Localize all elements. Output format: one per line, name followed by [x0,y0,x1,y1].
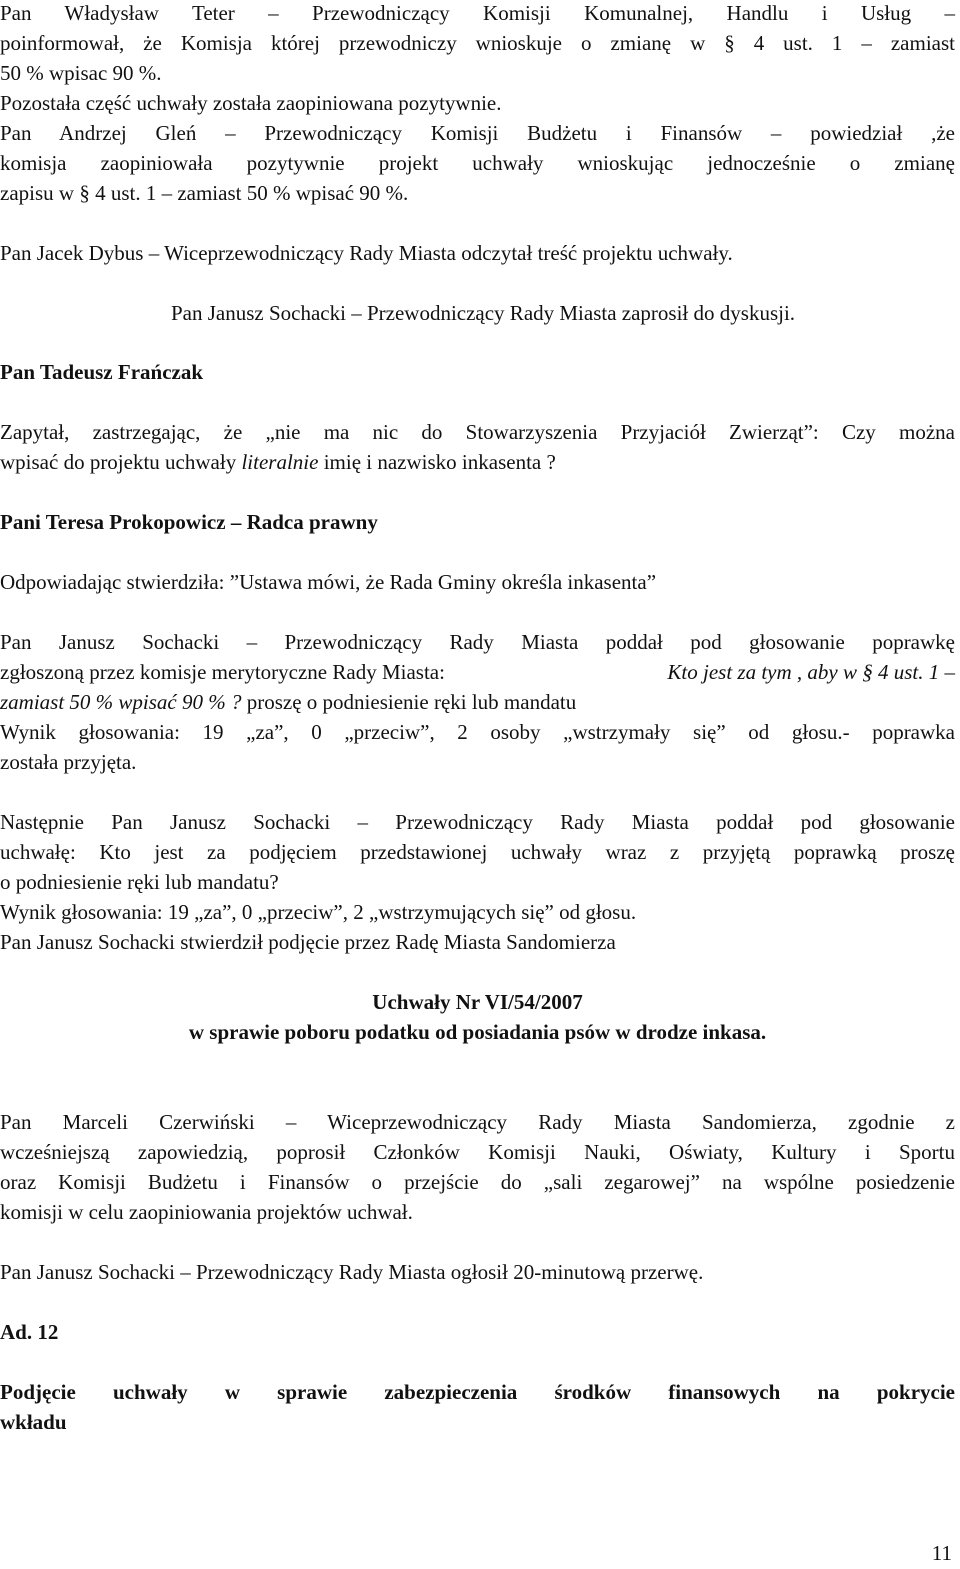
speaker-heading: Pan Tadeusz Frańczak [0,360,204,384]
italic-text-run: zamiast 50 % wpisać 90 % ? [0,690,242,714]
text-run: imię i nazwisko inkasenta ? [318,450,556,474]
resolution-title: Uchwały Nr VI/54/2007 [372,990,583,1014]
paragraph-line: Wynik głosowania: 19 „za”, 0 „przeciw”, 2 „wstrzymujących się” od głosu. [0,900,637,924]
paragraph-line: uchwałę: Kto jest za podjęciem przedstawionej uchwały wraz z przyjętą poprawką proszę [0,840,955,864]
paragraph-line: wcześniejszą zapowiedzią, poprosił Członków Komisji Nauki, Oświaty, Kultury i Sportu [0,1140,955,1164]
paragraph-line: o podniesienie ręki lub mandatu? [0,870,279,894]
paragraph-line: Pan Andrzej Gleń – Przewodniczący Komisji Budżetu i Finansów – powiedział ,że [0,121,955,145]
text-run: proszę o podniesienie ręki lub mandatu [241,690,577,714]
paragraph-line: Odpowiadając stwierdziła: ”Ustawa mówi, że Rada Gminy określa inkasenta” [0,570,657,594]
text-run: zgłoszoną przez komisje merytoryczne Rady Miasta: [0,660,451,684]
paragraph-line: Następnie Pan Janusz Sochacki – Przewodniczący Rady Miasta poddał pod głosowanie [0,810,955,834]
paragraph-line: Pan Władysław Teter – Przewodniczący Komisji Komunalnej, Handlu i Usług – [0,1,955,25]
paragraph-line: komisji w celu zaopiniowania projektów uchwał. [0,1200,413,1224]
paragraph-line: oraz Komisji Budżetu i Finansów o przejście do „sali zegarowej” na wspólne posiedzenie [0,1170,955,1194]
speaker-heading: Pani Teresa Prokopowicz – Radca prawny [0,510,378,534]
page-number: 11 [931,1541,952,1565]
paragraph-line: Wynik głosowania: 19 „za”, 0 „przeciw”, 2 osoby „wstrzymały się” od głosu.- poprawka [0,720,955,744]
agenda-item-number: Ad. 12 [0,1320,59,1344]
paragraph-line [0,657,955,687]
agenda-item-title: Podjęcie uchwały w sprawie zabezpieczenia środków finansowych na pokrycie [0,1380,955,1404]
resolution-subtitle: w sprawie poboru podatku od posiadania psów w drodze inkasa. [188,1020,767,1044]
text-run: wpisać do projektu uchwały [0,450,242,474]
paragraph-line: została przyjęta. [0,750,137,774]
paragraph-line [0,687,576,717]
paragraph-line: Pan Janusz Sochacki – Przewodniczący Rady Miasta poddał pod głosowanie poprawkę [0,630,955,654]
agenda-item-title: wkładu [0,1410,67,1434]
paragraph-line: Pan Jacek Dybus – Wiceprzewodniczący Rady Miasta odczytał treść projektu uchwały. [0,241,733,265]
paragraph-line: Pan Janusz Sochacki stwierdził podjęcie przez Radę Miasta Sandomierza [0,930,616,954]
paragraph-line: zapisu w § 4 ust. 1 – zamiast 50 % wpisać 90 %. [0,181,409,205]
italic-text-run: Kto jest za tym , aby w § 4 ust. 1 – [667,660,955,684]
paragraph-line: Pan Janusz Sochacki – Przewodniczący Rady Miasta zaprosił do dyskusji. [171,301,796,325]
paragraph-line: komisja zaopiniowała pozytywnie projekt uchwały wnioskując jednocześnie o zmianę [0,151,955,175]
paragraph-line: Pan Marceli Czerwiński – Wiceprzewodniczący Rady Miasta Sandomierza, zgodnie z [0,1110,955,1134]
paragraph-line: Pan Janusz Sochacki – Przewodniczący Rady Miasta ogłosił 20-minutową przerwę. [0,1260,704,1284]
italic-text-run: literalnie [241,450,319,474]
paragraph-line: 50 % wpisac 90 %. [0,61,162,85]
paragraph-line [0,447,556,477]
paragraph-line: Pozostała część uchwały została zaopiniowana pozytywnie. [0,91,502,115]
paragraph-line: Zapytał, zastrzegając, że „nie ma nic do Stowarzyszenia Przyjaciół Zwierząt”: Czy można [0,420,955,444]
paragraph-line: poinformował, że Komisja której przewodniczy wnioskuje o zmianę w § 4 ust. 1 – zamiast [0,31,955,55]
